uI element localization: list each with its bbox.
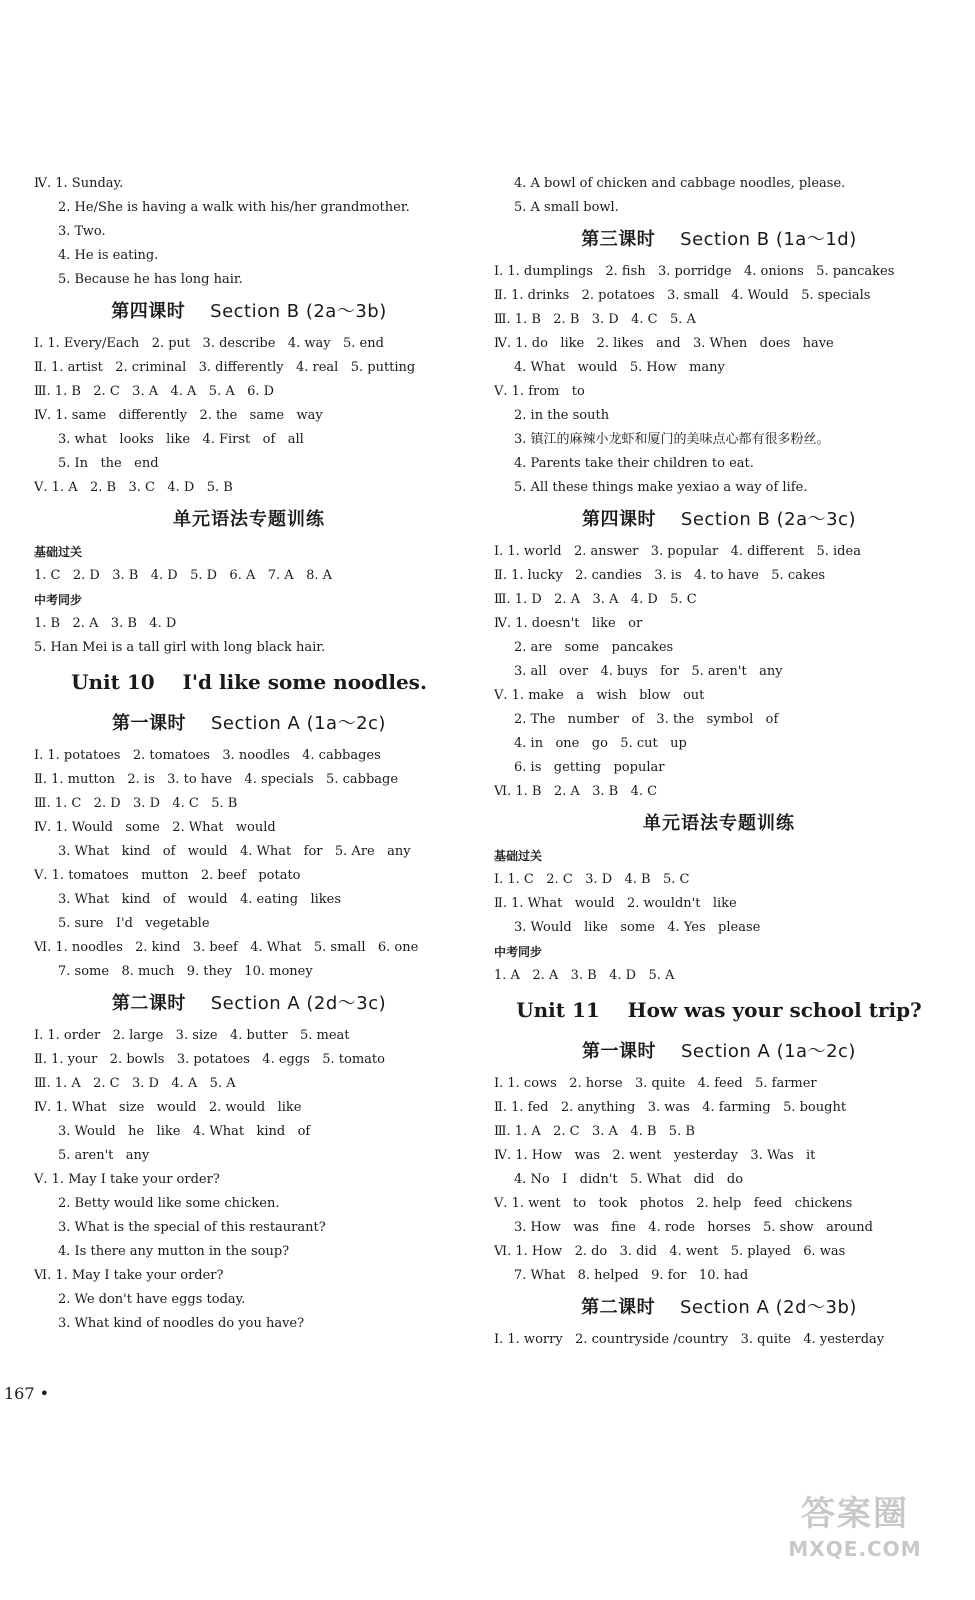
subheading: 基础过关 (494, 849, 543, 863)
answer-line: Ⅴ. 1. May I take your order? (34, 1172, 220, 1187)
section-heading (34, 704, 464, 744)
answer-line: 1. C 2. D 3. B 4. D 5. D 6. A 7. A 8. A (34, 568, 332, 583)
answer-line: Ⅵ. 1. May I take your order? (34, 1268, 224, 1283)
section-label: Section A (2d～3c) (210, 993, 387, 1014)
answer-line: Ⅳ. 1. doesn't like or (494, 616, 643, 631)
lesson-label: 第二课时 (111, 993, 186, 1014)
section-label: Section B (2a～3b) (210, 301, 387, 322)
answer-line: 3. Would he like 4. What kind of (58, 1124, 311, 1139)
right-column (494, 172, 944, 1352)
unit-title: Unit 10 I'd like some noodles. (71, 670, 427, 694)
answer-line: Ⅲ. 1. A 2. C 3. A 4. B 5. B (494, 1124, 695, 1139)
section-label: Section A (1a～2c) (210, 713, 386, 734)
answer-line: 2. He/She is having a walk with his/her grandmother. (58, 200, 410, 215)
section-heading (494, 1288, 944, 1328)
lesson-label: 第一课时 (112, 713, 187, 734)
answer-line: Ⅳ. 1. same differently 2. the same way (34, 408, 323, 423)
watermark (765, 1492, 945, 1572)
answer-line: Ⅰ. 1. order 2. large 3. size 4. butter 5. meat (34, 1028, 350, 1043)
answer-line: Ⅱ. 1. mutton 2. is 3. to have 4. specials 5. cabbage (34, 772, 399, 787)
answer-line: 7. What 8. helped 9. for 10. had (514, 1268, 749, 1283)
answer-line: Ⅴ. 1. went to took photos 2. help feed chickens (494, 1196, 853, 1211)
answer-line: 7. some 8. much 9. they 10. money (58, 964, 313, 979)
answer-line: 4. A bowl of chicken and cabbage noodles, please. (514, 176, 846, 191)
answer-line: Ⅴ. 1. make a wish blow out (494, 688, 705, 703)
answer-line: Ⅵ. 1. How 2. do 3. did 4. went 5. played 6. was (494, 1244, 846, 1259)
answer-line: 2. Betty would like some chicken. (58, 1196, 280, 1211)
answer-line: 2. in the south (514, 408, 610, 423)
answer-line: Ⅴ. 1. A 2. B 3. C 4. D 5. B (34, 480, 233, 495)
lesson-label: 第四课时 (582, 509, 657, 530)
lesson-label: 第四课时 (111, 301, 186, 322)
answer-line: Ⅰ. 1. world 2. answer 3. popular 4. different 5. idea (494, 544, 861, 559)
lesson-label: 第二课时 (581, 1297, 656, 1318)
answer-line: 3. What kind of would 4. eating likes (58, 892, 342, 907)
section-label: Section B (1a～1d) (680, 229, 857, 250)
answer-line: 3. all over 4. buys for 5. aren't any (514, 664, 783, 679)
answer-line: Ⅱ. 1. artist 2. criminal 3. differently 4. real 5. putting (34, 360, 416, 375)
subheading: 中考同步 (34, 593, 83, 607)
answer-line: Ⅵ. 1. noodles 2. kind 3. beef 4. What 5. small 6. one (34, 940, 419, 955)
answer-line: 5. A small bowl. (514, 200, 619, 215)
section-heading (494, 220, 944, 260)
answer-line: Ⅴ. 1. tomatoes mutton 2. beef potato (34, 868, 301, 883)
answer-line: 3. What kind of would 4. What for 5. Are any (58, 844, 411, 859)
answer-line: 3. What kind of noodles do you have? (58, 1316, 305, 1331)
answer-line: Ⅵ. 1. B 2. A 3. B 4. C (494, 784, 658, 799)
answer-line: Ⅳ. 1. What size would 2. would like (34, 1100, 302, 1115)
unit-title: Unit 11 How was your school trip? (516, 998, 922, 1022)
answer-line: 2. We don't have eggs today. (58, 1292, 246, 1307)
answer-line: Ⅳ. 1. Sunday. (34, 176, 124, 191)
answer-line: Ⅱ. 1. What would 2. wouldn't like (494, 896, 737, 911)
answer-line: 3. What is the special of this restaurant? (58, 1220, 326, 1235)
answer-line: 5. All these things make yexiao a way of life. (514, 480, 808, 495)
answer-line: 3. How was fine 4. rode horses 5. show around (514, 1220, 873, 1235)
answer-line: Ⅰ. 1. dumplings 2. fish 3. porridge 4. onions 5. pancakes (494, 264, 895, 279)
answer-line: Ⅳ. 1. do like 2. likes and 3. When does have (494, 336, 834, 351)
answer-line: Ⅰ. 1. C 2. C 3. D 4. B 5. C (494, 872, 690, 887)
answer-line: Ⅲ. 1. B 2. C 3. A 4. A 5. A 6. D (34, 384, 275, 399)
answer-line: Ⅱ. 1. your 2. bowls 3. potatoes 4. eggs 5. tomato (34, 1052, 385, 1067)
subheading: 基础过关 (34, 545, 83, 559)
lesson-label: 第三课时 (581, 229, 656, 250)
answer-line: Ⅲ. 1. B 2. B 3. D 4. C 5. A (494, 312, 696, 327)
section-label: Section A (2d～3b) (679, 1297, 857, 1318)
answer-line: 4. What would 5. How many (514, 360, 725, 375)
answer-line: Ⅱ. 1. drinks 2. potatoes 3. small 4. Would 5. specials (494, 288, 871, 303)
answer-line: Ⅰ. 1. Every/Each 2. put 3. describe 4. way 5. end (34, 336, 384, 351)
answer-line: 4. Parents take their children to eat. (514, 456, 754, 471)
watermark-url: MXQE.COM (788, 1537, 922, 1561)
answer-line: 5. Han Mei is a tall girl with long black hair. (34, 640, 326, 655)
answer-line: 6. is getting popular (514, 760, 665, 775)
answer-line: 4. in one go 5. cut up (514, 736, 687, 751)
answer-line: Ⅱ. 1. fed 2. anything 3. was 4. farming 5. bought (494, 1100, 847, 1115)
answer-line: 5. Because he has long hair. (58, 272, 243, 287)
answer-line: 4. No I didn't 5. What did do (514, 1172, 744, 1187)
answer-line: 5. sure I'd vegetable (58, 916, 210, 931)
answer-line: 3. Two. (58, 224, 106, 239)
grammar-heading: 单元语法专题训练 (643, 813, 795, 834)
answer-line: Ⅳ. 1. How was 2. went yesterday 3. Was it (494, 1148, 816, 1163)
answer-line: Ⅲ. 1. C 2. D 3. D 4. C 5. B (34, 796, 238, 811)
section-heading (34, 984, 464, 1024)
page-number: 167 • (4, 1384, 50, 1403)
answer-line: Ⅴ. 1. from to (494, 384, 585, 399)
answer-line: Ⅰ. 1. potatoes 2. tomatoes 3. noodles 4. cabbages (34, 748, 381, 763)
answer-line: Ⅱ. 1. lucky 2. candies 3. is 4. to have 5. cakes (494, 568, 826, 583)
left-column (34, 172, 464, 1336)
section-heading (494, 1032, 944, 1072)
answer-line: 5. In the end (58, 456, 159, 471)
watermark-logo: 答案圈 (801, 1494, 909, 1534)
section-heading (34, 292, 464, 332)
section-label: Section B (2a～3c) (680, 509, 856, 530)
answer-line: 3. 镇江的麻辣小龙虾和厦门的美味点心都有很多粉丝。 (514, 432, 830, 447)
answer-line: 4. He is eating. (58, 248, 159, 263)
subheading: 中考同步 (494, 945, 543, 959)
answer-line: 5. aren't any (58, 1148, 150, 1163)
grammar-heading: 单元语法专题训练 (173, 509, 325, 530)
answer-line: 4. Is there any mutton in the soup? (58, 1244, 290, 1259)
answer-line: 2. The number of 3. the symbol of (514, 712, 779, 727)
answer-line: Ⅰ. 1. cows 2. horse 3. quite 4. feed 5. farmer (494, 1076, 817, 1091)
answer-line: 1. A 2. A 3. B 4. D 5. A (494, 968, 675, 983)
answer-line: Ⅰ. 1. worry 2. countryside /country 3. quite 4. yesterday (494, 1332, 885, 1347)
answer-line: Ⅳ. 1. Would some 2. What would (34, 820, 276, 835)
section-label: Section A (1a～2c) (680, 1041, 856, 1062)
answer-line: 3. what looks like 4. First of all (58, 432, 304, 447)
answer-line: 3. Would like some 4. Yes please (514, 920, 761, 935)
answer-line: 2. are some pancakes (514, 640, 674, 655)
lesson-label: 第一课时 (582, 1041, 657, 1062)
section-heading (494, 500, 944, 540)
answer-line: Ⅲ. 1. A 2. C 3. D 4. A 5. A (34, 1076, 236, 1091)
answer-line: Ⅲ. 1. D 2. A 3. A 4. D 5. C (494, 592, 697, 607)
answer-line: 1. B 2. A 3. B 4. D (34, 616, 177, 631)
